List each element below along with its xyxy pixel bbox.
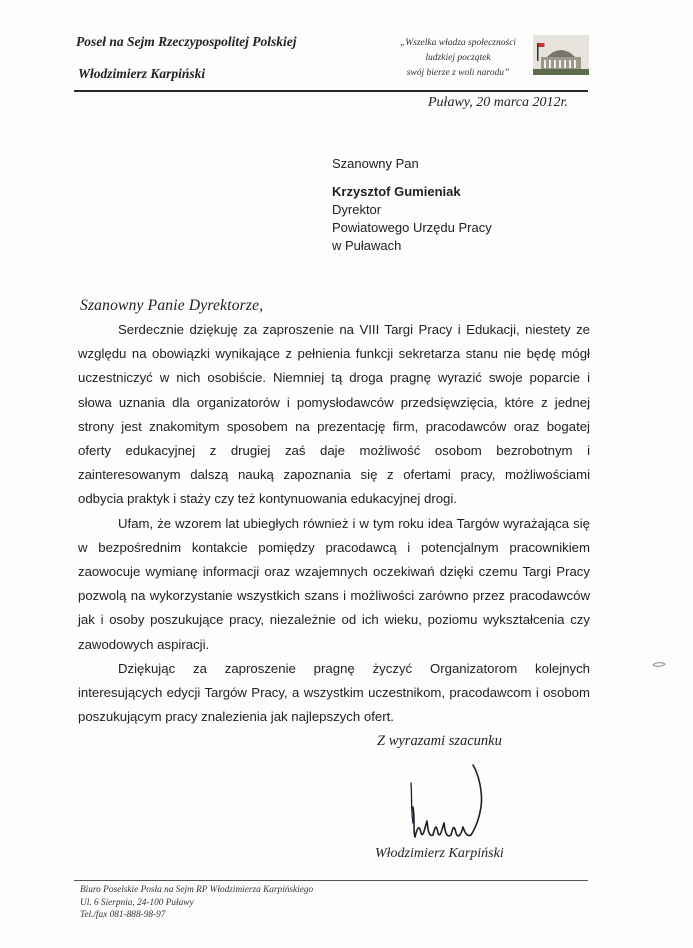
addressee-block	[332, 155, 492, 255]
closing-phrase: Z wyrazami szacunku	[377, 733, 502, 749]
footer-office: Biuro Poselskie Posła na Sejm RP Włodzimierza Karpińskiego	[80, 885, 314, 895]
motto-line: swój bierze z woli narodu”	[406, 68, 510, 78]
letterhead	[76, 34, 296, 98]
paragraph: Serdecznie dziękuję za zaproszenie na VIII Targi Pracy i Edukacji, niestety ze względu na obowiązki wynikające z pełnienia funkcji sekretarza stanu nie będę mógł uczestniczyć w nich osobiście. Niemniej tą droga pragnę wyrazić swoje poparcie i słowa uznania dla organizatorów i pomysłodawców przedsięwzięcia, które z jednej strony jest znakomitym sposobem na prezentację firm, pracodawców oraz bogatej oferty edukacyjnej z drugiej zaś daje możliwość osobom bezrobotnym i zainteresowanym dalszą nauką zapoznania się z ofertami pracy, możliwościami odbycia praktyk i staży czy też kontynuowania edukacyjnej drogi.	[78, 322, 590, 507]
salutation: Szanowny Panie Dyrektorze,	[80, 297, 264, 314]
footer-address: Ul. 6 Sierpnia, 24-100 Puławy	[80, 897, 194, 908]
addressee-line: Dyrektor	[332, 202, 382, 217]
handwritten-signature	[405, 763, 495, 847]
paragraph: Ufam, że wzorem lat ubiegłych również i w tym roku idea Targów wyrażająca się w bezpośrednim kontakcie pomiędzy pracodawcą i potencjalnym pracownikiem zaowocuje wymianę informacji oraz wzajemnych oczekiwań dzięki czemu Targi Pracy pozwolą na wykorzystanie wszystkich szans i możliwości zarówno przez pracodawców jak i osoby poszukujące pracy, niezależnie od ich wieku, poziomu wykształcenia czy zawodowych aspiracji.	[78, 515, 590, 652]
footer	[80, 884, 313, 922]
addressee-name: Krzysztof Gumieniak	[332, 184, 461, 199]
place-date: Puławy, 20 marca 2012r.	[428, 95, 568, 110]
header-divider	[74, 90, 588, 92]
addressee-line: w Puławach	[332, 238, 402, 253]
sejm-building-icon	[533, 35, 589, 75]
addressee-line: Powiatowego Urzędu Pracy	[332, 220, 492, 235]
footer-phone: Tel./fax 081-888-98-97	[80, 910, 166, 920]
office-title: Poseł na Sejm Rzeczypospolitej Polskiej	[76, 34, 297, 49]
paper-mark	[652, 661, 666, 668]
paragraph: Dziękując za zaproszenie pragnę życzyć Organizatorom kolejnych interesujących edycji Targów Pracy, a wszystkim uczestnikom, pracodawcom i osobom poszukującym pracy znalezienia jak najlepszych ofert.	[78, 660, 590, 725]
addressee-greeting: Szanowny Pan	[332, 156, 419, 171]
signer-name: Włodzimierz Karpiński	[375, 846, 504, 861]
footer-divider	[74, 880, 588, 881]
letter-body	[78, 318, 590, 729]
motto-line: ludzkiej początek	[425, 53, 491, 63]
motto-line: „Wszelka władza społeczności	[399, 38, 517, 48]
motto	[388, 36, 528, 81]
letterhead-name: Włodzimierz Karpiński	[78, 66, 206, 81]
